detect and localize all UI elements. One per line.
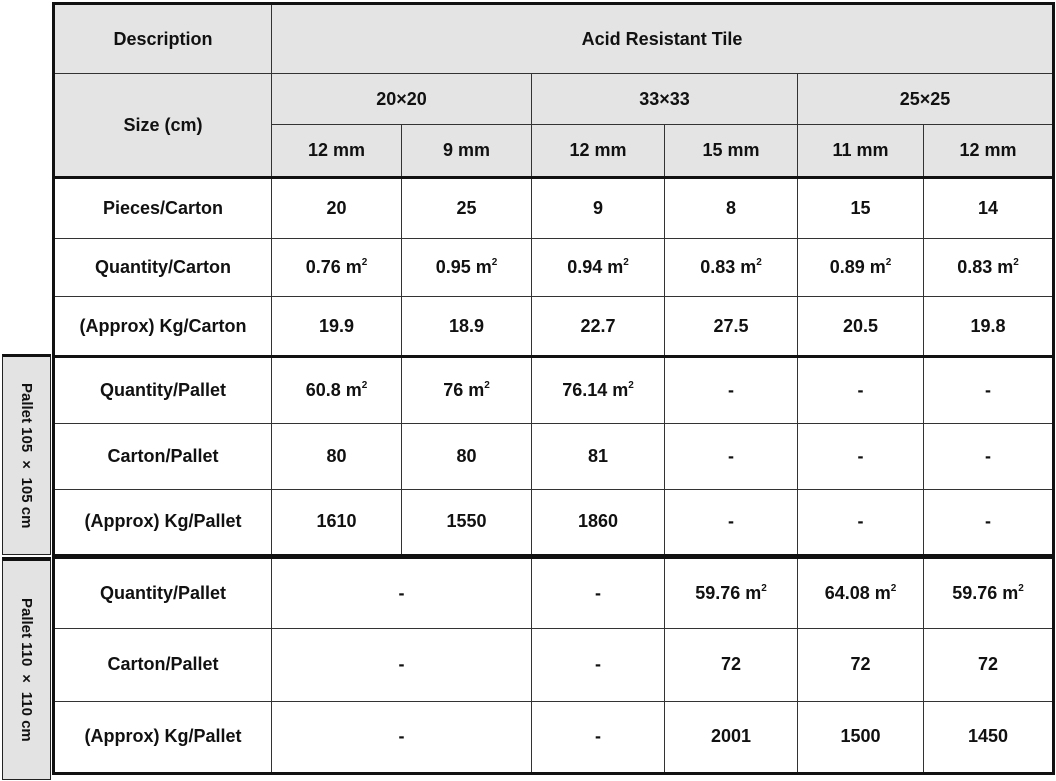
table-row (54, 629, 1054, 701)
table-row (54, 357, 1054, 423)
cell-value: 2001 (710, 726, 752, 747)
thickness-cell: 11 mm (798, 124, 924, 177)
cell-value: 0.95 m (435, 256, 492, 277)
cell-value: 1550 (446, 511, 487, 532)
value-cell (924, 238, 1054, 296)
table-row (54, 178, 1054, 238)
cell-value: - (857, 511, 864, 532)
unit-superscript: 2 (623, 256, 629, 268)
cell-value: 18.9 (448, 315, 485, 336)
pallet-105-side-label: Pallet 105 × 105 cm (2, 354, 51, 555)
value-cell (532, 238, 665, 296)
cell-value: 27.5 (713, 315, 749, 336)
cell-value: - (595, 654, 601, 675)
table-row (54, 423, 1054, 489)
value-cell (924, 629, 1054, 701)
cell-value: 60.8 m (305, 379, 362, 400)
thickness-cell: 15 mm (665, 124, 798, 177)
value-cell (272, 490, 402, 556)
cell-value: 19.9 (318, 315, 355, 336)
value-cell (665, 423, 798, 489)
cell-value: 0.89 m (829, 256, 886, 277)
row-label: Quantity/Pallet (54, 357, 272, 423)
row-label: Carton/Pallet (54, 629, 272, 701)
value-cell (665, 490, 798, 556)
cell-value: - (595, 726, 601, 747)
value-cell (272, 296, 402, 356)
unit-superscript: 2 (885, 256, 892, 268)
value-cell (924, 490, 1054, 556)
table-row (54, 701, 1054, 774)
cell-value: - (728, 379, 734, 400)
value-cell (402, 296, 532, 356)
cell-value: 76.14 m (562, 379, 629, 400)
value-cell (272, 238, 402, 296)
size-group-20x20: 20×20 (272, 74, 532, 124)
row-label: Quantity/Pallet (54, 556, 272, 628)
thickness-cell: 12 mm (924, 124, 1054, 177)
unit-superscript: 2 (491, 256, 498, 268)
value-cell (798, 629, 924, 701)
value-cell (924, 178, 1054, 238)
size-group-33x33: 33×33 (532, 74, 798, 124)
table-row (54, 296, 1054, 356)
cell-value: 80 (326, 445, 347, 466)
cell-value: 0.83 m (957, 256, 1014, 277)
value-cell (532, 178, 665, 238)
thickness-cell: 12 mm (272, 124, 402, 177)
cell-value: 81 (587, 445, 609, 466)
cell-value: 76 m (443, 379, 485, 400)
cell-value: 22.7 (580, 315, 616, 336)
cell-value: 80 (456, 445, 477, 466)
description-header: Description (54, 4, 272, 74)
value-cell (798, 423, 924, 489)
cell-value: 14 (978, 197, 999, 218)
merged-cell: - (272, 701, 532, 774)
value-cell (924, 296, 1054, 356)
title-row (54, 4, 1054, 74)
value-cell (665, 357, 798, 423)
value-cell (665, 238, 798, 296)
thickness-cell: 9 mm (402, 124, 532, 177)
cell-value: 8 (725, 197, 736, 218)
cell-value: 15 (850, 197, 871, 218)
size-group-row (54, 74, 1054, 124)
cell-value: 25 (456, 197, 477, 218)
value-cell (532, 629, 665, 701)
unit-superscript: 2 (484, 379, 490, 391)
cell-value: 20 (326, 197, 347, 218)
table-row (54, 238, 1054, 296)
table-row (54, 556, 1054, 628)
merged-cell: - (272, 556, 532, 628)
value-cell (665, 296, 798, 356)
value-cell (272, 357, 402, 423)
unit-superscript: 2 (628, 379, 634, 391)
cell-value: 19.8 (970, 315, 1006, 336)
merged-cell: - (272, 629, 532, 701)
row-label: Quantity/Carton (54, 238, 272, 296)
value-cell (402, 490, 532, 556)
value-cell (402, 178, 532, 238)
table-row (54, 490, 1054, 556)
cell-value: 59.76 m (695, 582, 762, 603)
value-cell (798, 490, 924, 556)
tile-spec-table (52, 2, 1055, 775)
value-cell (402, 357, 532, 423)
cell-value: - (985, 511, 992, 532)
value-cell (402, 238, 532, 296)
value-cell (532, 490, 665, 556)
cell-value: - (595, 582, 601, 603)
cell-value: 20.5 (842, 315, 879, 336)
value-cell (665, 629, 798, 701)
thickness-cell: 12 mm (532, 124, 665, 177)
value-cell (924, 701, 1054, 774)
value-cell (798, 701, 924, 774)
unit-superscript: 2 (1013, 256, 1019, 268)
value-cell (532, 701, 665, 774)
cell-value: 0.76 m (305, 256, 362, 277)
cell-value: - (728, 511, 734, 532)
unit-superscript: 2 (761, 582, 767, 594)
cell-value: 0.83 m (700, 256, 757, 277)
cell-value: 1860 (577, 511, 619, 532)
row-label: (Approx) Kg/Pallet (54, 701, 272, 774)
cell-value: - (985, 379, 992, 400)
value-cell (924, 423, 1054, 489)
cell-value: 1450 (968, 726, 1009, 747)
row-label: (Approx) Kg/Carton (54, 296, 272, 356)
cell-value: 1610 (316, 511, 357, 532)
cell-value: 72 (720, 654, 742, 675)
row-label: Carton/Pallet (54, 423, 272, 489)
value-cell (272, 423, 402, 489)
cell-value: 9 (592, 197, 603, 218)
cell-value: 72 (850, 654, 871, 675)
cell-value: 1500 (840, 726, 881, 747)
value-cell (924, 357, 1054, 423)
value-cell (402, 423, 532, 489)
table-title: Acid Resistant Tile (272, 4, 1054, 74)
cell-value: 59.76 m (952, 582, 1019, 603)
value-cell (532, 357, 665, 423)
cell-value: - (857, 445, 864, 466)
unit-superscript: 2 (756, 256, 762, 268)
value-cell (798, 178, 924, 238)
cell-value: 64.08 m (824, 582, 891, 603)
value-cell (798, 296, 924, 356)
value-cell (532, 556, 665, 628)
value-cell (272, 178, 402, 238)
size-group-25x25: 25×25 (798, 74, 1054, 124)
value-cell (798, 357, 924, 423)
unit-superscript: 2 (361, 256, 368, 268)
unit-superscript: 2 (1018, 582, 1024, 594)
row-label: Pieces/Carton (54, 178, 272, 238)
value-cell (798, 556, 924, 628)
unit-superscript: 2 (890, 582, 897, 594)
value-cell (665, 556, 798, 628)
cell-value: - (985, 445, 992, 466)
value-cell (532, 296, 665, 356)
cell-value: 72 (978, 654, 999, 675)
value-cell (532, 423, 665, 489)
size-label: Size (cm) (54, 74, 272, 178)
value-cell (665, 178, 798, 238)
cell-value: 0.94 m (567, 256, 624, 277)
pallet-110-side-label: Pallet 110 × 110 cm (2, 557, 51, 780)
cell-value: - (728, 445, 734, 466)
cell-value: - (857, 379, 864, 400)
unit-superscript: 2 (361, 379, 368, 391)
value-cell (798, 238, 924, 296)
row-label: (Approx) Kg/Pallet (54, 490, 272, 556)
value-cell (665, 701, 798, 774)
value-cell (924, 556, 1054, 628)
